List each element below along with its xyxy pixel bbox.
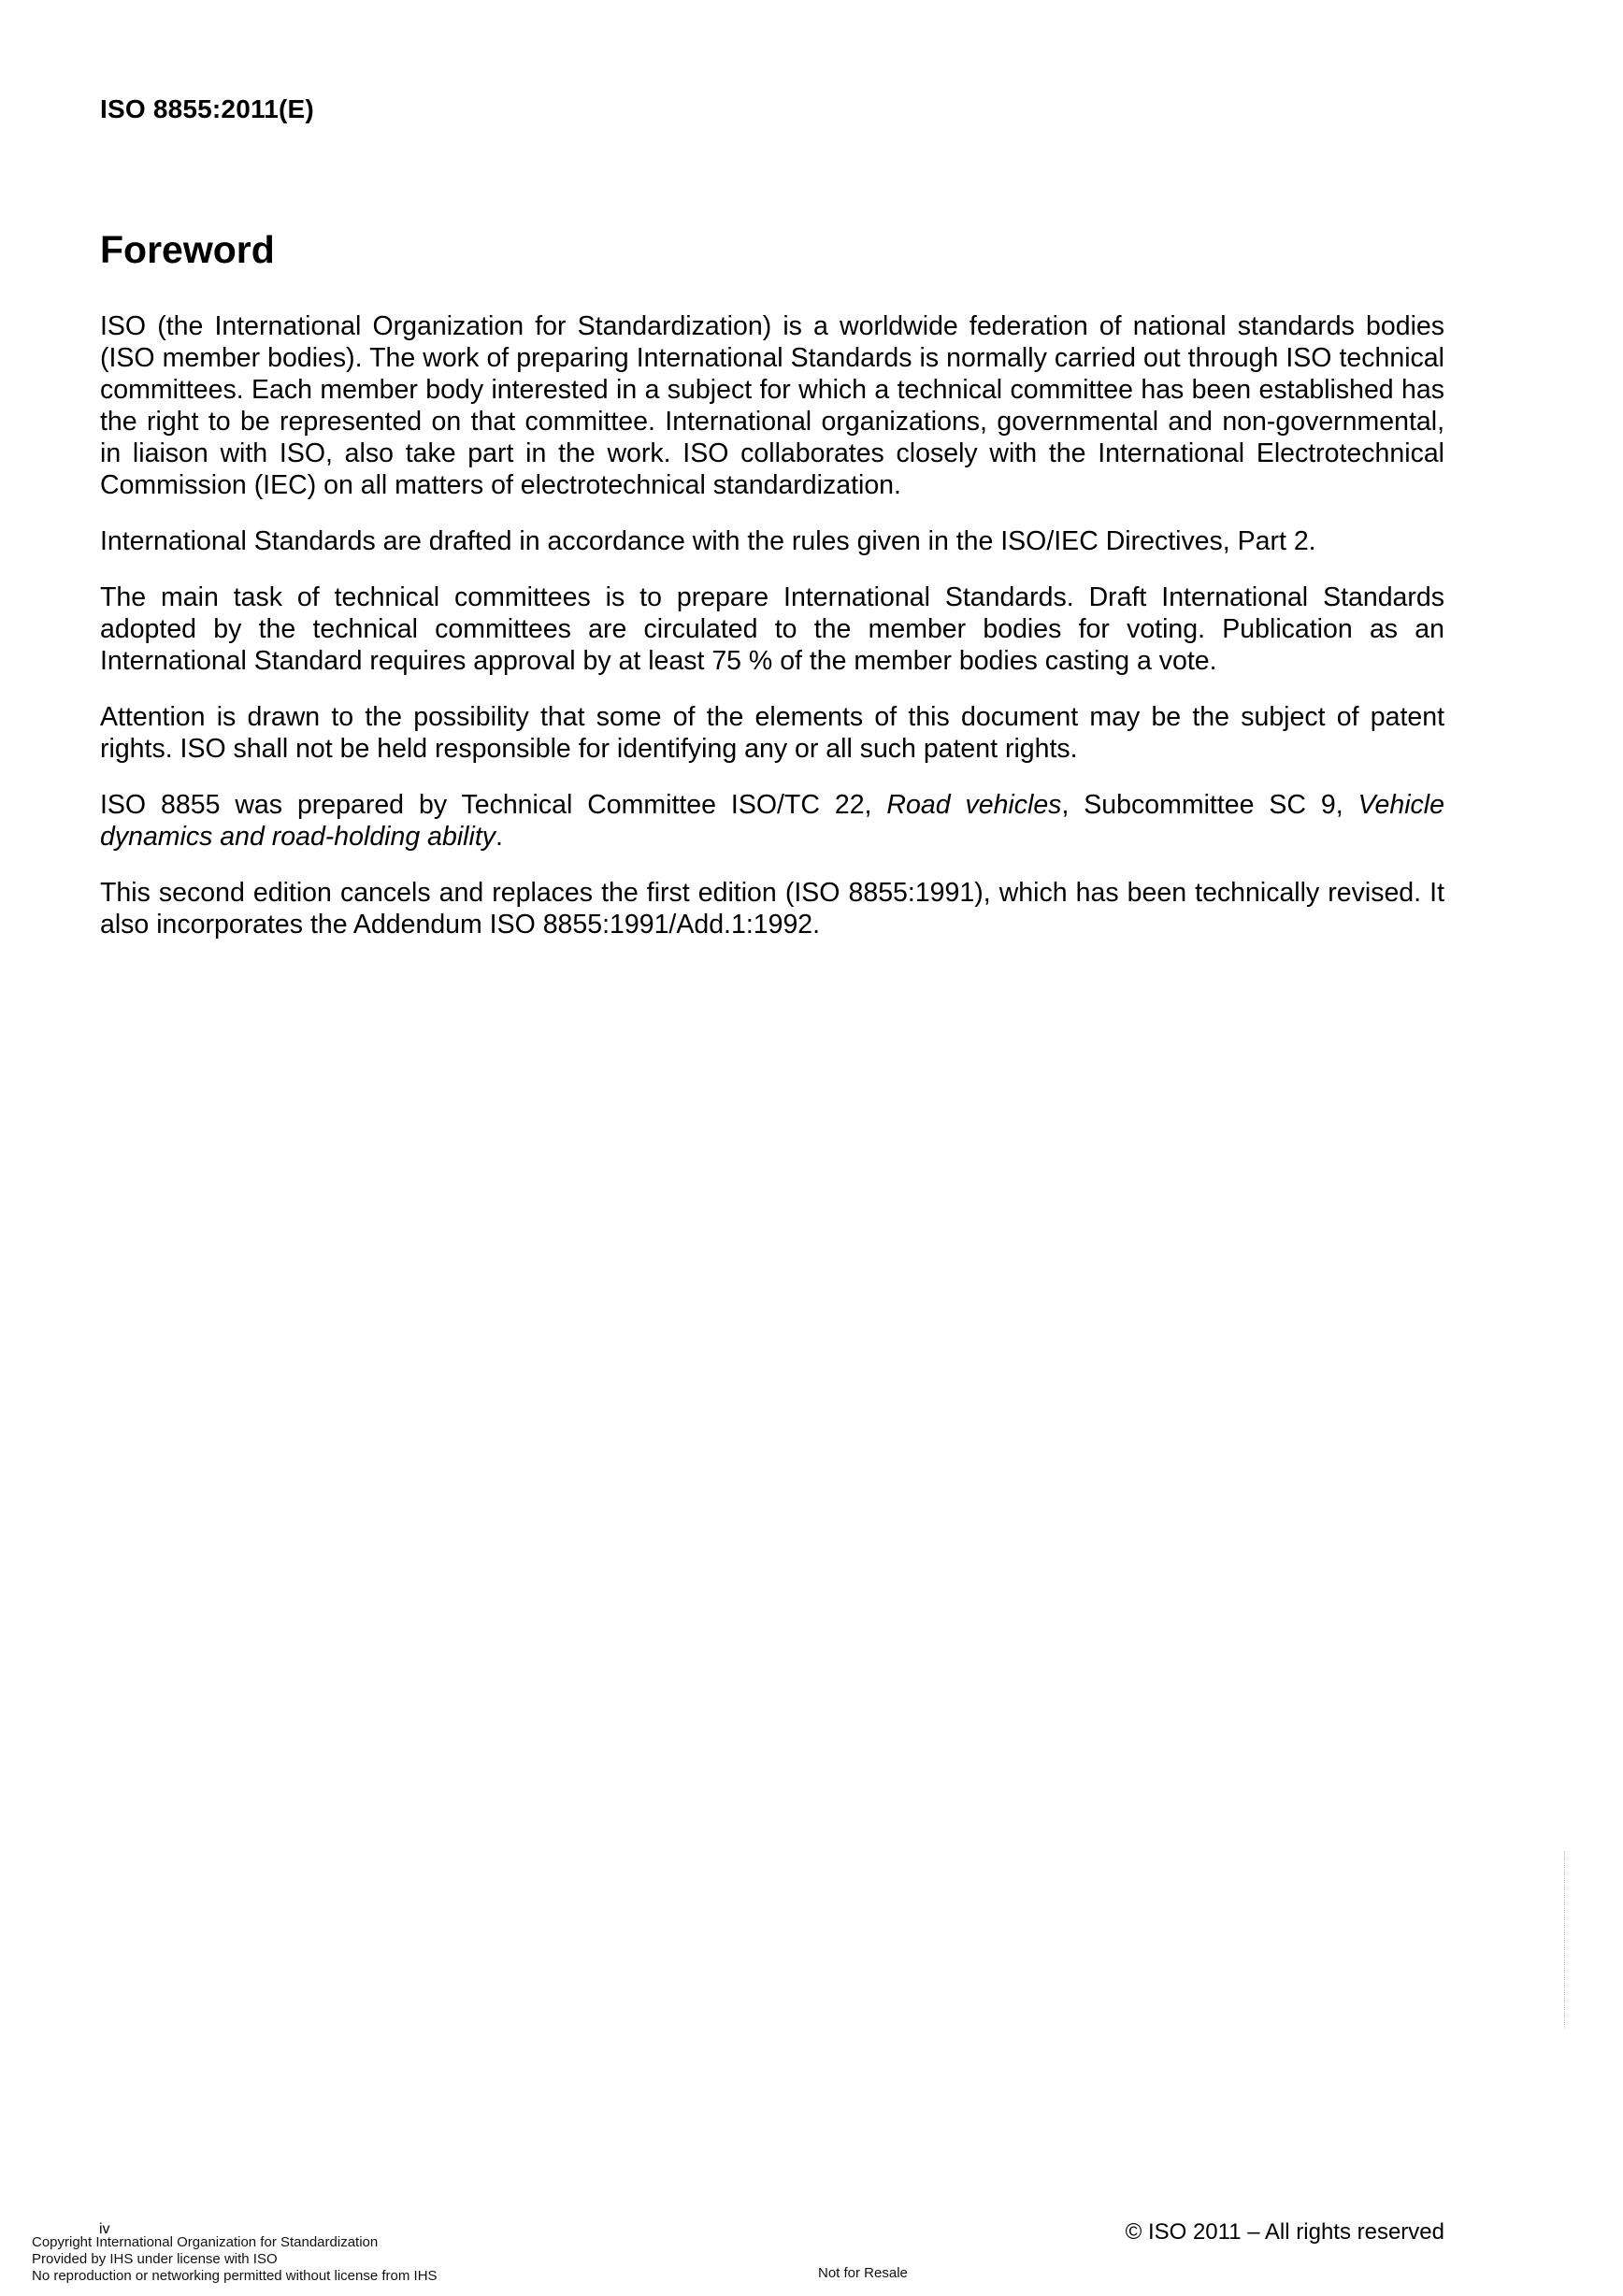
copyright-line-3: No reproduction or networking permitted without license from IHS	[32, 2268, 438, 2284]
paragraph-edition-note: This second edition cancels and replaces the first edition (ISO 8855:1991), which has been technically revised. It also incorporates the Addendum ISO 8855:1991/Add.1:1992.	[100, 878, 1444, 940]
document-identifier: ISO 8855:2011(E)	[100, 94, 314, 123]
paragraph-prepared-by	[100, 789, 1444, 853]
paragraph-iso-description: ISO (the International Organization for Standardization) is a worldwide federation of national standards bodies (ISO member bodies). The work of preparing International Standards is normally carried out through ISO technical committees. Each member body interested in a subject for which a technical committee has been established has the right to be represented on that committee. International organizations, governmental and non-governmental, in liaison with ISO, also take part in the work. ISO collaborates closely with the International Electrotechnical Commission (IEC) on all matters of electrotechnical standardization.	[100, 311, 1444, 500]
paragraph-patent-rights: Attention is drawn to the possibility that some of the elements of this document may be the subject of patent rights. ISO shall not be held responsible for identifying any or all such patent rights.	[100, 702, 1444, 764]
committee-name: Road vehicles	[886, 790, 1062, 820]
resale-notice: Not for Resale	[818, 2265, 908, 2281]
paragraph-committee-task: The main task of technical committees is to prepare International Standards. Draft International Standards adopted by the technical committees are circulated to the member bodies for voting. Publication as an International Standard requires approval by at least 75 % of the member bodies casting a vote.	[100, 582, 1444, 676]
section-heading: Foreword	[100, 228, 275, 271]
margin-marks	[1564, 1851, 1574, 2029]
page-number: iv	[99, 2221, 110, 2237]
subcommittee-name: Vehicle dynamics and road-holding ability	[100, 790, 1444, 852]
copyright-line-2: Provided by IHS under license with ISO	[32, 2251, 278, 2267]
rights-reserved: © ISO 2011 – All rights reserved	[1125, 2219, 1444, 2245]
prepared-by-text-1: ISO 8855 was prepared by Technical Committee ISO/TC 22,	[100, 790, 887, 820]
foreword-body	[100, 309, 1444, 965]
copyright-line-1: Copyright International Organization for Standardization	[32, 2234, 379, 2250]
copyright-notice	[32, 2234, 438, 2285]
prepared-by-text-2: , Subcommittee SC 9,	[1061, 790, 1358, 820]
prepared-by-text-3: .	[496, 822, 503, 852]
paragraph-directives: International Standards are drafted in accordance with the rules given in the ISO/IEC Directives, Part 2.	[100, 526, 1316, 556]
